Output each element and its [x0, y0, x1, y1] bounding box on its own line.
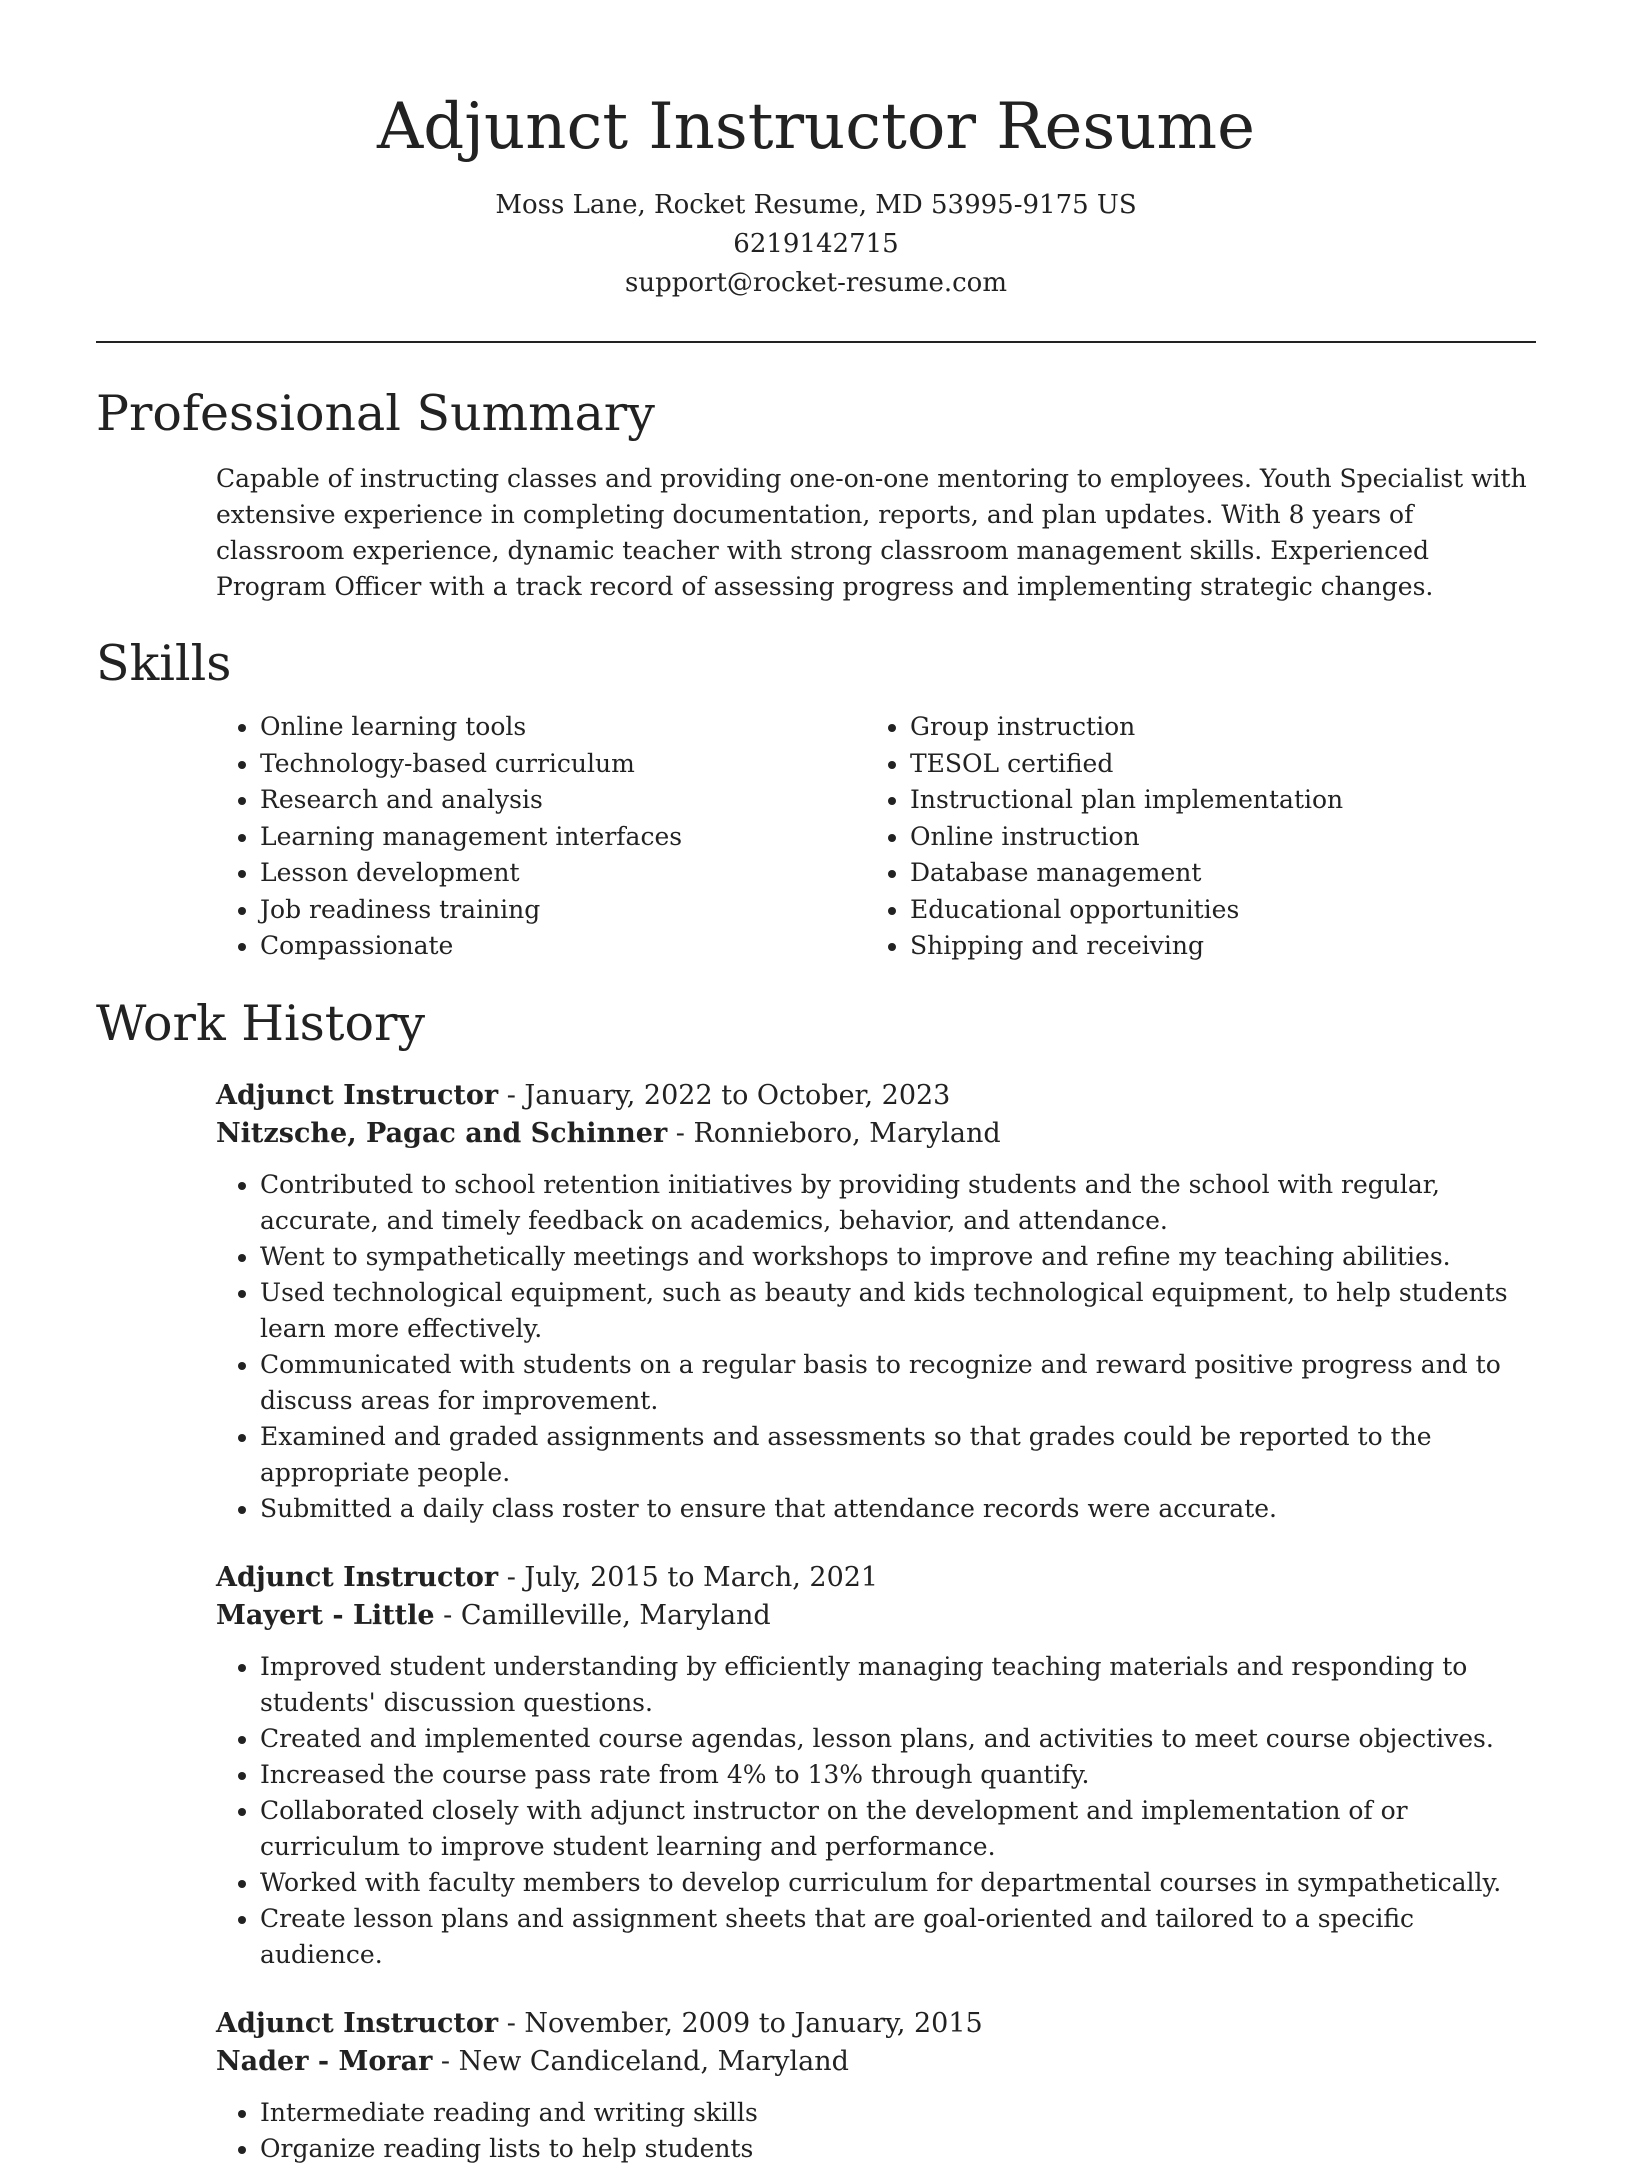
- job-bullet: • Improved student understanding by efficiently managing teaching materials and responding to students' discussion questions.: [260, 1649, 1536, 1721]
- job-bullet: • Worked with faculty members to develop curriculum for departmental courses in sympathetically.: [260, 1865, 1536, 1901]
- job-bullets: [216, 1649, 1536, 1973]
- job-title: Adjunct Instructor: [216, 2007, 499, 2039]
- skill-item: • Online instruction: [910, 819, 1516, 856]
- skill-item: • Job readiness training: [260, 892, 866, 929]
- job-title: Adjunct Instructor: [216, 1561, 499, 1593]
- job-dates: - January, 2022 to October, 2023: [498, 1079, 951, 1111]
- resume-page: [96, 0, 1536, 2167]
- skill-item: • Database management: [910, 855, 1516, 892]
- skill-item: • Group instruction: [910, 709, 1516, 746]
- skill-item: • Educational opportunities: [910, 892, 1516, 929]
- job-dates: - July, 2015 to March, 2021: [498, 1561, 879, 1593]
- job-bullet: • Communicated with students on a regular basis to recognize and reward positive progress and to discuss areas for improvement.: [260, 1347, 1536, 1419]
- job-company: Nader - Morar: [216, 2045, 433, 2077]
- job-bullet: • Contributed to school retention initiatives by providing students and the school with regular, accurate, and timely feedback on academics, behavior, and attendance.: [260, 1167, 1536, 1239]
- skill-item: • TESOL certified: [910, 746, 1516, 783]
- job-company: Nitzsche, Pagac and Schinner: [216, 1117, 668, 1149]
- skill-item: • Shipping and receiving: [910, 928, 1516, 965]
- contact-address: Moss Lane, Rocket Resume, MD 53995-9175 US: [495, 190, 1137, 220]
- job-bullet: • Examined and graded assignments and assessments so that grades could be reported to the appropriate people.: [260, 1419, 1536, 1491]
- job-title-line: [216, 1077, 1536, 1115]
- job-bullet: • Used technological equipment, such as beauty and kids technological equipment, to help students learn more effectively.: [260, 1275, 1536, 1347]
- resume-header: [96, 0, 1536, 303]
- skill-item: • Technology-based curriculum: [260, 746, 866, 783]
- job-location: - Ronnieboro, Maryland: [667, 1117, 1001, 1149]
- job-entry: [216, 2005, 1536, 2167]
- job-title: Adjunct Instructor: [216, 1079, 499, 1111]
- summary-text: Capable of instructing classes and providing one-on-one mentoring to employees. Youth Specialist with extensive experience in completing documentation, reports, and plan updates. With 8 years of classroom experience, dynamic teacher with strong classroom management skills. Experienced Program Officer with a track record of assessing progress and implementing strategic changes.: [216, 464, 1527, 601]
- job-company: Mayert - Little: [216, 1599, 435, 1631]
- job-company-line: [216, 1115, 1536, 1153]
- job-bullet: • Intermediate reading and writing skills: [260, 2095, 1536, 2131]
- skills-column-right: [866, 709, 1516, 965]
- job-bullet: • Submitted a daily class roster to ensure that attendance records were accurate.: [260, 1491, 1536, 1527]
- job-company-line: [216, 2043, 1536, 2081]
- job-location: - Camilleville, Maryland: [434, 1599, 771, 1631]
- contact-phone: 6219142715: [733, 229, 899, 259]
- job-bullet: • Create lesson plans and assignment sheets that are goal-oriented and tailored to a specific audience.: [260, 1901, 1536, 1973]
- job-bullet: • Increased the course pass rate from 4% to 13% through quantify.: [260, 1757, 1536, 1793]
- skills-heading: Skills: [96, 635, 232, 692]
- job-dates: - November, 2009 to January, 2015: [498, 2007, 983, 2039]
- job-entry: [216, 1559, 1536, 1973]
- job-location: - New Candiceland, Maryland: [432, 2045, 849, 2077]
- summary-section: [216, 461, 1536, 605]
- skill-item: • Research and analysis: [260, 782, 866, 819]
- skill-item: • Instructional plan implementation: [910, 782, 1516, 819]
- job-company-line: [216, 1597, 1536, 1635]
- skills-column-left: [216, 709, 866, 965]
- skills-grid: [216, 709, 1536, 965]
- job-bullet: • Went to sympathetically meetings and workshops to improve and refine my teaching abilities.: [260, 1239, 1536, 1275]
- job-bullets: [216, 2095, 1536, 2167]
- job-title-line: [216, 1559, 1536, 1597]
- job-bullet: • Collaborated closely with adjunct instructor on the development and implementation of or curriculum to improve student learning and performance.: [260, 1793, 1536, 1865]
- summary-heading: Professional Summary: [96, 385, 655, 442]
- job-entry: [216, 1077, 1536, 1527]
- skill-item: • Compassionate: [260, 928, 866, 965]
- skill-item: • Learning management interfaces: [260, 819, 866, 856]
- skill-item: • Lesson development: [260, 855, 866, 892]
- job-title-line: [216, 2005, 1536, 2043]
- resume-title: Adjunct Instructor Resume: [377, 90, 1255, 164]
- header-divider: [96, 341, 1536, 343]
- skill-item: • Online learning tools: [260, 709, 866, 746]
- work-history-heading: Work History: [96, 994, 426, 1052]
- job-bullet: • Created and implemented course agendas, lesson plans, and activities to meet course objectives.: [260, 1721, 1536, 1757]
- contact-email: support@rocket-resume.com: [624, 268, 1007, 298]
- job-bullet: • Organize reading lists to help students: [260, 2131, 1536, 2167]
- job-bullets: [216, 1167, 1536, 1527]
